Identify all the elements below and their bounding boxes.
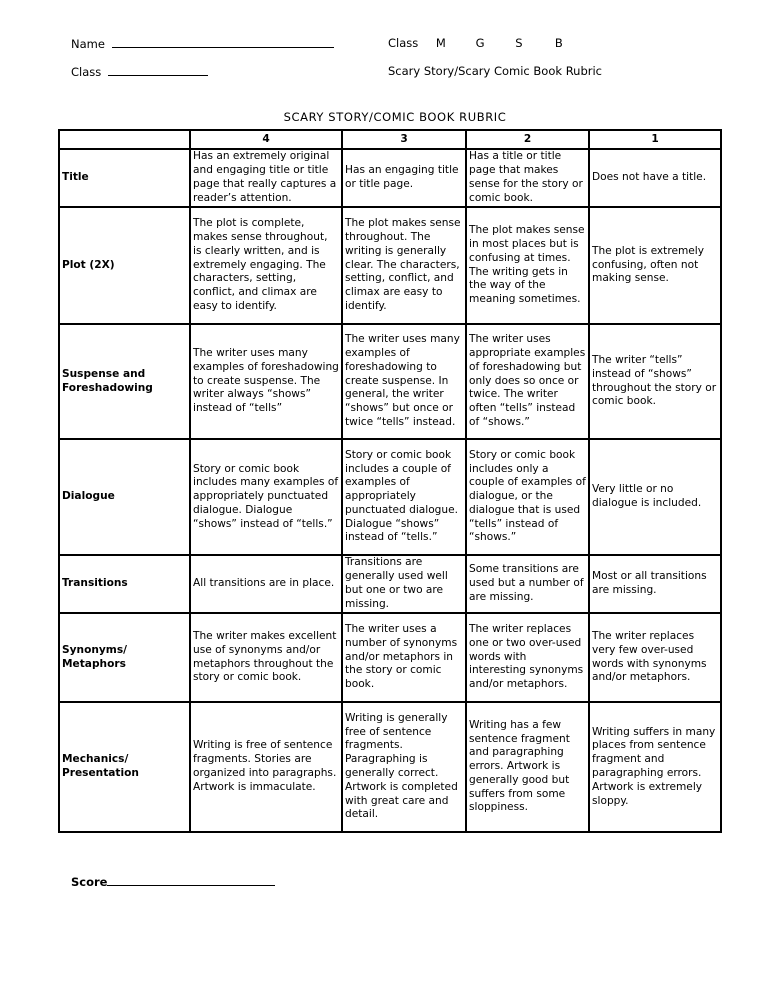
rubric-cell: The writer uses many examples of foreshadowing to create suspense. In general, the writer “shows” but once or twice “tells” instead.: [342, 324, 466, 439]
rubric-cell: The writer uses many examples of foreshadowing to create suspense. The writer always “shows” instead of “tells”: [190, 324, 342, 439]
rubric-cell: All transitions are in place.: [190, 555, 342, 613]
rubric-cell: Has a title or title page that makes sense for the story or comic book.: [466, 149, 589, 207]
rubric-cell: Writing is generally free of sentence fragments. Paragraphing is generally correct. Artwork is completed with great care and detail.: [342, 702, 466, 832]
table-row: [59, 702, 721, 832]
page-title: SCARY STORY/COMIC BOOK RUBRIC: [283, 110, 507, 124]
header-cell-4: 4: [190, 130, 342, 149]
criterion-cell: Plot (2X): [59, 207, 190, 324]
class-option-m[interactable]: M: [435, 36, 446, 50]
rubric-cell: Writing suffers in many places from sentence fragment and paragraphing errors. Artwork is extremely sloppy.: [589, 702, 721, 832]
rubric-cell: Writing has a few sentence fragment and paragraphing errors. Artwork is generally good but suffers from some sloppiness.: [466, 702, 589, 832]
header-cell-criteria: [59, 130, 190, 149]
name-field[interactable]: [71, 36, 334, 51]
header-row: [59, 130, 721, 149]
criterion-cell: Title: [59, 149, 190, 207]
rubric-cell: Most or all transitions are missing.: [589, 555, 721, 613]
class-option-g[interactable]: G: [475, 36, 485, 50]
class-blank-line[interactable]: [108, 64, 208, 76]
rubric-cell: The writer uses appropriate examples of foreshadowing but only does so once or twice. The writer often “tells” instead of “shows.”: [466, 324, 589, 439]
rubric-cell: The writer replaces one or two over-used words with interesting synonyms and/or metaphors.: [466, 613, 589, 702]
rubric-table: [58, 129, 722, 833]
criterion-cell: Mechanics/ Presentation: [59, 702, 190, 832]
score-label: Score: [71, 875, 108, 889]
class-field[interactable]: [71, 64, 208, 79]
rubric-cell: Has an engaging title or title page.: [342, 149, 466, 207]
rubric-cell: The plot makes sense in most places but is confusing at times. The writing gets in the way of the meaning sometimes.: [466, 207, 589, 324]
rubric-cell: Transitions are generally used well but one or two are missing.: [342, 555, 466, 613]
table-row: [59, 207, 721, 324]
rubric-cell: The writer makes excellent use of synonyms and/or metaphors throughout the story or comic book.: [190, 613, 342, 702]
criterion-cell: Suspense and Foreshadowing: [59, 324, 190, 439]
rubric-cell: The plot is complete, makes sense throughout, is clearly written, and is extremely engaging. The characters, setting, conflict, and climax are easy to identify.: [190, 207, 342, 324]
rubric-cell: The writer replaces very few over-used words with synonyms and/or metaphors.: [589, 613, 721, 702]
table-row: [59, 613, 721, 702]
table-row: [59, 324, 721, 439]
class-option-b[interactable]: B: [554, 36, 563, 50]
rubric-cell: The plot makes sense throughout. The writing is generally clear. The characters, setting, conflict, and climax are easy to identify.: [342, 207, 466, 324]
rubric-cell: Writing is free of sentence fragments. Stories are organized into paragraphs. Artwork is immaculate.: [190, 702, 342, 832]
rubric-cell: The writer “tells” instead of “shows” throughout the story or comic book.: [589, 324, 721, 439]
class-label: Class: [71, 65, 102, 79]
class-options-label: Class: [388, 36, 419, 50]
rubric-cell: Story or comic book includes a couple of examples of appropriately punctuated dialogue. Dialogue “shows” instead of “tells.”: [342, 439, 466, 555]
header-cell-2: 2: [466, 130, 589, 149]
table-row: [59, 149, 721, 207]
class-option-s[interactable]: S: [515, 36, 523, 50]
score-blank-line[interactable]: [107, 874, 275, 886]
criterion-cell: Transitions: [59, 555, 190, 613]
rubric-cell: Story or comic book includes only a couple of examples of dialogue, or the dialogue that is used “tells” instead of “shows.”: [466, 439, 589, 555]
rubric-cell: Has an extremely original and engaging title or title page that really captures a reader’s attention.: [190, 149, 342, 207]
criterion-cell: Dialogue: [59, 439, 190, 555]
score-field[interactable]: [71, 874, 275, 889]
rubric-cell: Very little or no dialogue is included.: [589, 439, 721, 555]
rubric-cell: The writer uses a number of synonyms and/or metaphors in the story or comic book.: [342, 613, 466, 702]
class-options: [388, 36, 579, 50]
rubric-cell: Does not have a title.: [589, 149, 721, 207]
name-label: Name: [71, 37, 105, 51]
rubric-subtitle: Scary Story/Scary Comic Book Rubric: [388, 64, 602, 78]
table-row: [59, 439, 721, 555]
rubric-cell: Some transitions are used but a number of are missing.: [466, 555, 589, 613]
header-cell-1: 1: [589, 130, 721, 149]
header-cell-3: 3: [342, 130, 466, 149]
name-blank-line[interactable]: [112, 36, 334, 48]
criterion-cell: Synonyms/ Metaphors: [59, 613, 190, 702]
rubric-cell: The plot is extremely confusing, often not making sense.: [589, 207, 721, 324]
rubric-cell: Story or comic book includes many examples of appropriately punctuated dialogue. Dialogue “shows” instead of “tells.”: [190, 439, 342, 555]
table-row: [59, 555, 721, 613]
